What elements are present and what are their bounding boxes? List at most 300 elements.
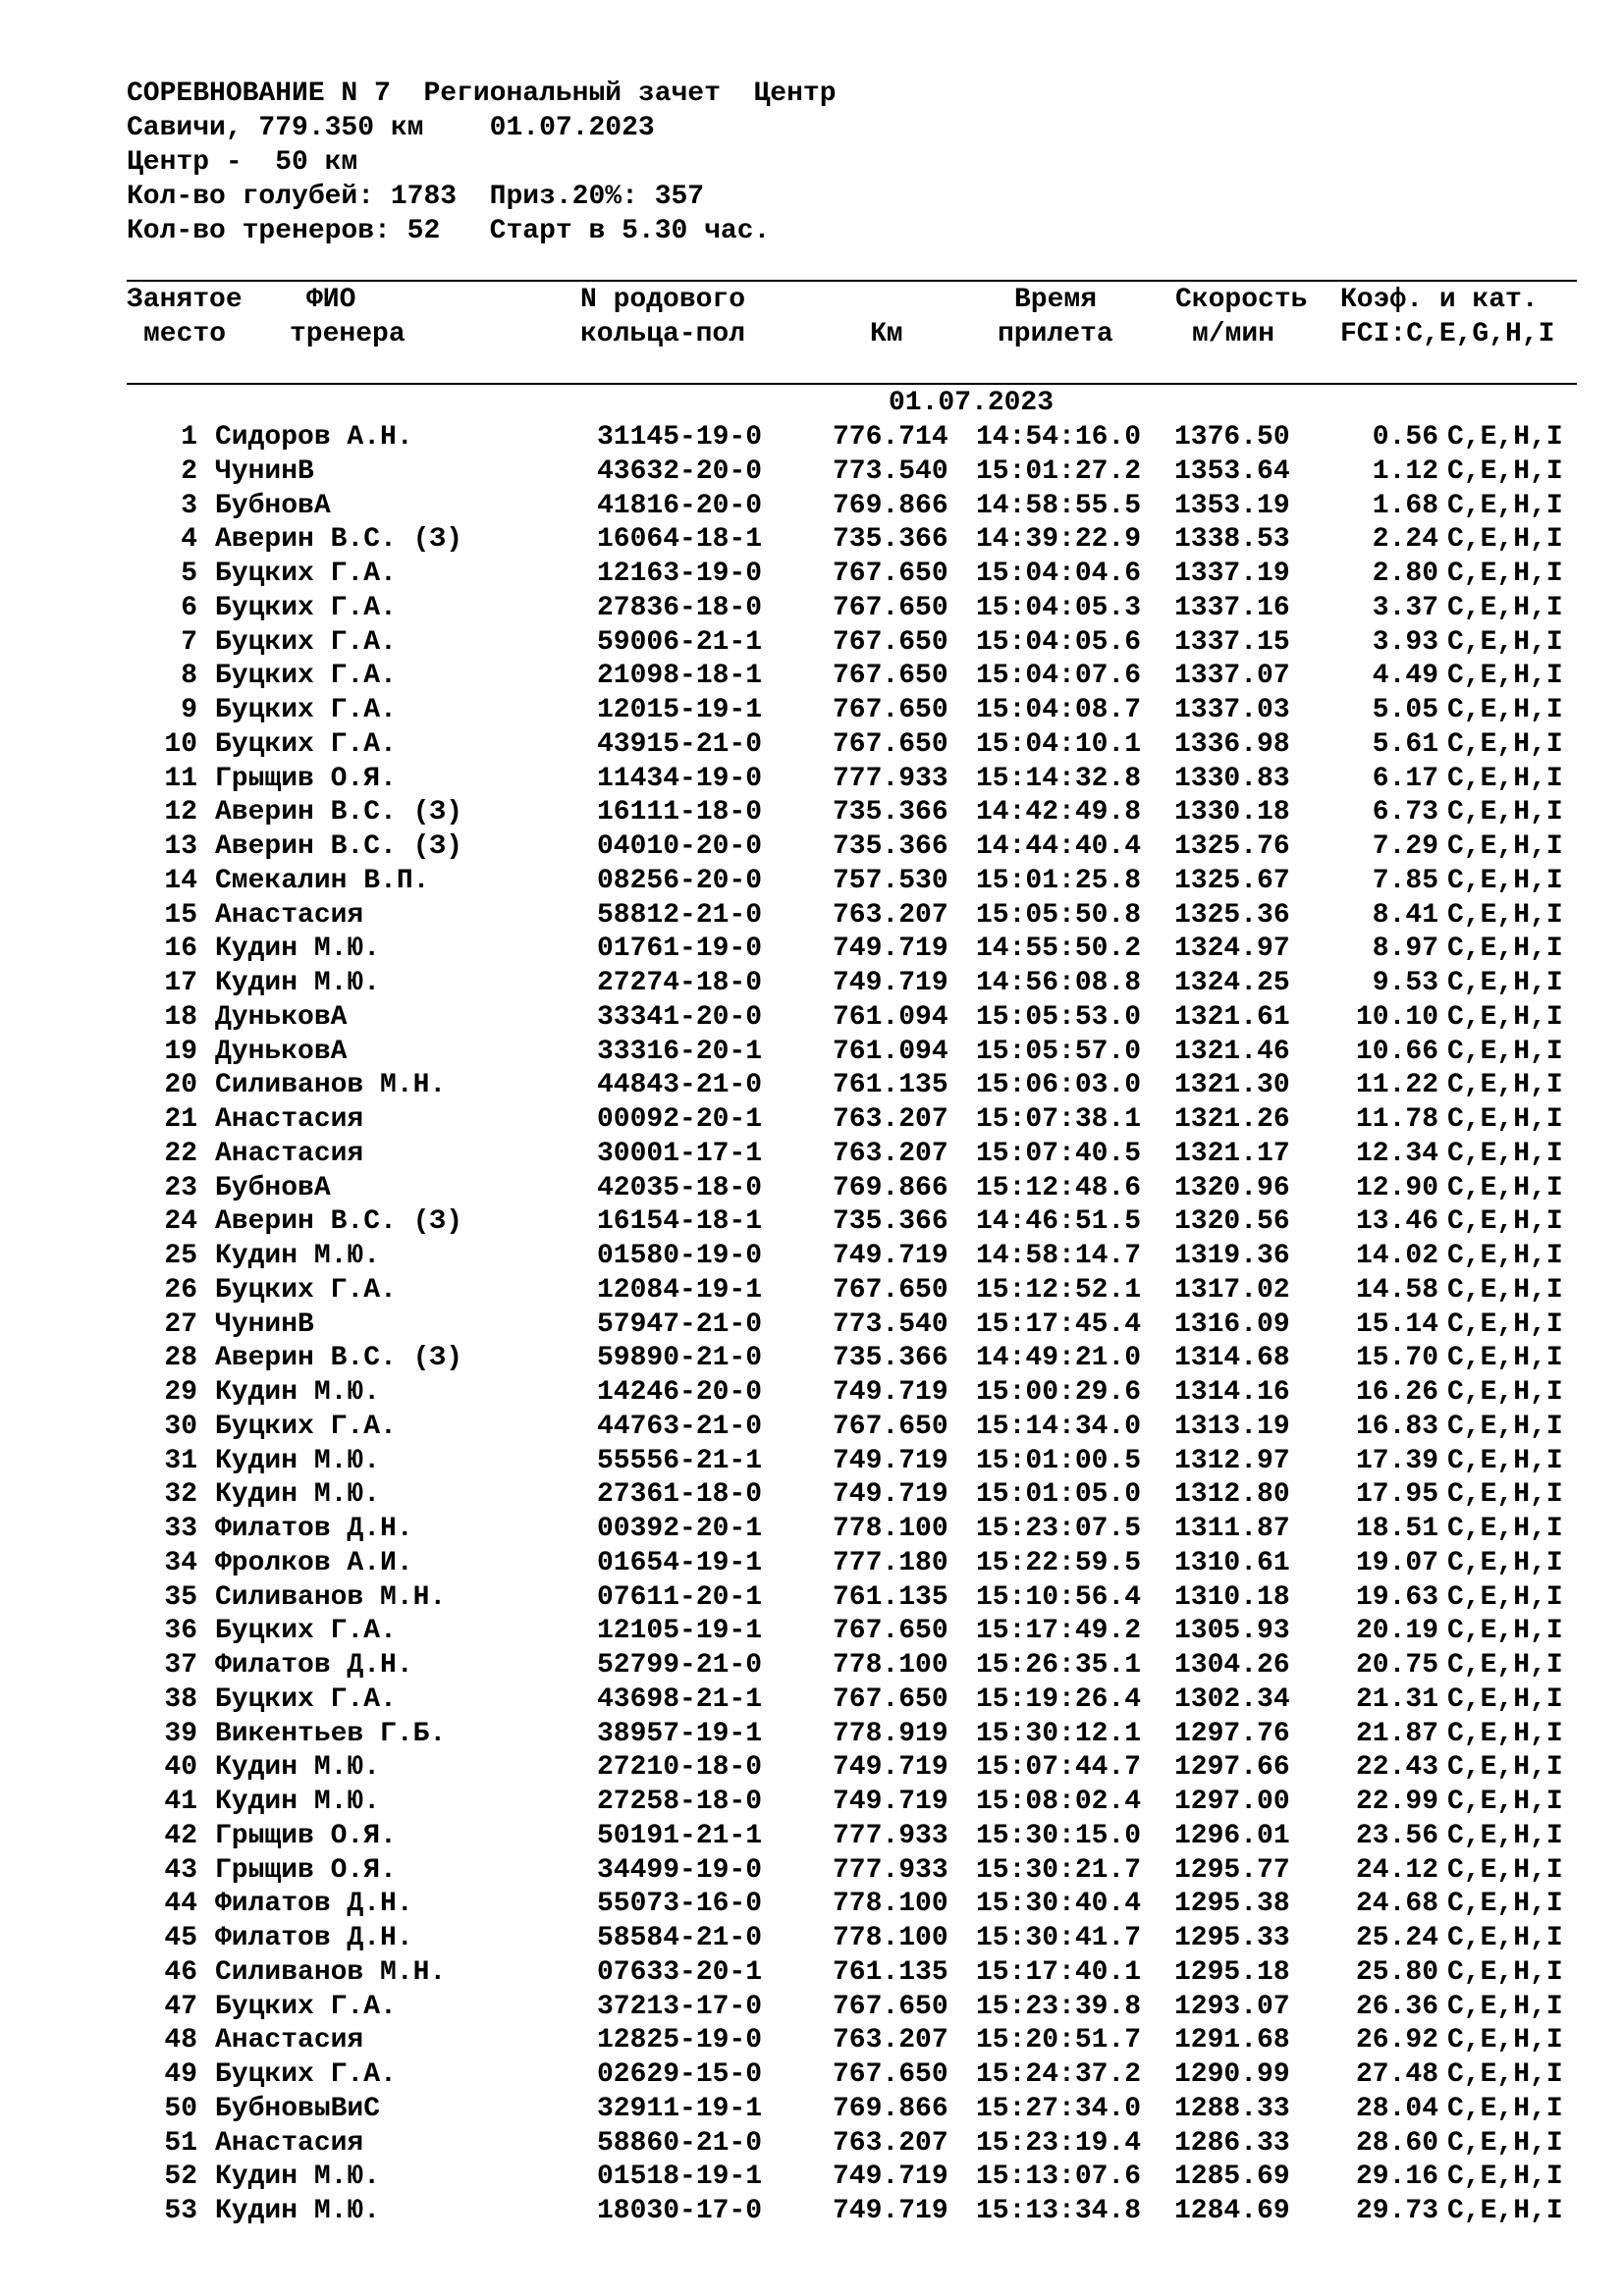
cell-ring: 01654-19-1 xyxy=(597,1547,763,1578)
cell-km: 767.650 xyxy=(833,1683,948,1715)
cell-name: Фролков А.И. xyxy=(215,1547,413,1578)
col-name-header-2: тренера xyxy=(290,319,406,349)
cell-cat: C,E,H,I xyxy=(1447,1001,1563,1033)
cell-name: Аверин В.С. (З) xyxy=(215,524,463,556)
cell-ring: 14246-20-0 xyxy=(597,1377,763,1408)
cell-time: 15:07:44.7 xyxy=(976,1752,1142,1784)
cell-time: 14:46:51.5 xyxy=(976,1206,1142,1238)
cell-km: 767.650 xyxy=(833,728,948,760)
cell-speed: 1290.99 xyxy=(1174,2059,1290,2090)
cell-ring: 30001-17-1 xyxy=(597,1138,763,1169)
table-row xyxy=(0,625,1624,660)
cell-time: 15:27:34.0 xyxy=(976,2093,1142,2124)
cell-name: Кудин М.Ю. xyxy=(215,1479,381,1511)
cell-km: 767.650 xyxy=(833,1274,948,1306)
cell-km: 761.094 xyxy=(833,1036,948,1067)
cell-time: 15:01:27.2 xyxy=(976,455,1142,487)
cell-place: 10 xyxy=(164,728,197,760)
cell-time: 15:04:08.7 xyxy=(976,695,1142,725)
cell-coef: 6.73 xyxy=(1372,797,1438,828)
cell-cat: C,E,H,I xyxy=(1447,1991,1563,2022)
cell-coef: 8.97 xyxy=(1372,934,1438,965)
cell-cat: C,E,H,I xyxy=(1447,2093,1563,2124)
cell-time: 15:14:34.0 xyxy=(976,1411,1142,1442)
col-ring-header-1: N родового xyxy=(580,285,746,315)
cell-place: 22 xyxy=(164,1138,197,1169)
cell-km: 735.366 xyxy=(833,1343,948,1374)
cell-speed: 1337.15 xyxy=(1174,626,1290,658)
cell-cat: C,E,H,I xyxy=(1447,592,1563,623)
table-row xyxy=(0,1580,1624,1615)
cell-cat: C,E,H,I xyxy=(1447,661,1563,692)
cell-place: 13 xyxy=(164,831,197,862)
cell-km: 767.650 xyxy=(833,626,948,658)
cell-cat: C,E,H,I xyxy=(1447,1445,1563,1476)
cell-time: 15:12:52.1 xyxy=(976,1274,1142,1306)
zone-line: Центр - 50 км xyxy=(127,147,358,178)
cell-coef: 21.87 xyxy=(1355,1718,1438,1749)
table-row xyxy=(0,1955,1624,1990)
cell-name: Филатов Д.Н. xyxy=(215,1923,413,1953)
cell-time: 15:12:48.6 xyxy=(976,1172,1142,1203)
cell-cat: C,E,H,I xyxy=(1447,1377,1563,1408)
cell-coef: 1.68 xyxy=(1372,490,1438,521)
cell-coef: 2.24 xyxy=(1372,524,1438,556)
cell-coef: 8.41 xyxy=(1372,899,1438,931)
table-row xyxy=(0,1171,1624,1205)
cell-ring: 12084-19-1 xyxy=(597,1274,763,1306)
cell-ring: 43698-21-1 xyxy=(597,1683,763,1715)
cell-ring: 59890-21-0 xyxy=(597,1343,763,1374)
cell-time: 15:04:05.6 xyxy=(976,626,1142,658)
cell-speed: 1319.36 xyxy=(1174,1241,1290,1271)
table-row xyxy=(0,1887,1624,1921)
cell-speed: 1305.93 xyxy=(1174,1616,1290,1647)
cell-cat: C,E,H,I xyxy=(1447,1752,1563,1784)
cell-ring: 16154-18-1 xyxy=(597,1206,763,1238)
cell-time: 15:24:37.2 xyxy=(976,2059,1142,2090)
cell-name: Кудин М.Ю. xyxy=(215,934,381,965)
cell-coef: 15.14 xyxy=(1355,1308,1438,1340)
col-km-header: Км xyxy=(870,319,903,349)
cell-km: 749.719 xyxy=(833,968,948,998)
cell-time: 15:14:32.8 xyxy=(976,763,1142,794)
cell-place: 40 xyxy=(164,1752,197,1784)
cell-ring: 12163-19-0 xyxy=(597,559,763,589)
cell-cat: C,E,H,I xyxy=(1447,1343,1563,1374)
cell-name: Буцких Г.А. xyxy=(215,661,397,692)
cell-ring: 27274-18-0 xyxy=(597,968,763,998)
cell-coef: 26.36 xyxy=(1355,1991,1438,2022)
cell-coef: 27.48 xyxy=(1355,2059,1438,2090)
cell-cat: C,E,H,I xyxy=(1447,1104,1563,1135)
cell-name: ДуньковА xyxy=(215,1036,348,1067)
cell-place: 14 xyxy=(164,865,197,896)
cell-coef: 26.92 xyxy=(1355,2025,1438,2056)
table-row xyxy=(0,1785,1624,1819)
cell-name: ДуньковА xyxy=(215,1001,348,1033)
cell-cat: C,E,H,I xyxy=(1447,1956,1563,1988)
cell-speed: 1330.83 xyxy=(1174,763,1290,794)
cell-km: 763.207 xyxy=(833,2127,948,2159)
cell-place: 31 xyxy=(164,1445,197,1476)
cell-cat: C,E,H,I xyxy=(1447,524,1563,556)
cell-cat: C,E,H,I xyxy=(1447,1718,1563,1749)
cell-coef: 12.90 xyxy=(1355,1172,1438,1203)
cell-time: 14:56:08.8 xyxy=(976,968,1142,998)
cell-km: 749.719 xyxy=(833,1445,948,1476)
cell-coef: 13.46 xyxy=(1355,1206,1438,1238)
cell-coef: 7.85 xyxy=(1372,865,1438,896)
cell-coef: 7.29 xyxy=(1372,831,1438,862)
cell-name: Викентьев Г.Б. xyxy=(215,1718,447,1749)
cell-speed: 1337.07 xyxy=(1174,661,1290,692)
cell-place: 7 xyxy=(181,626,197,658)
pigeon-count-line: Кол-во голубей: 1783 Приз.20%: 357 xyxy=(127,182,705,212)
cell-cat: C,E,H,I xyxy=(1447,797,1563,828)
cell-time: 15:01:05.0 xyxy=(976,1479,1142,1511)
table-row xyxy=(0,2126,1624,2161)
table-row xyxy=(0,1512,1624,1546)
cell-name: БубновА xyxy=(215,1172,331,1203)
cell-km: 769.866 xyxy=(833,490,948,521)
cell-km: 749.719 xyxy=(833,2196,948,2226)
cell-place: 36 xyxy=(164,1616,197,1647)
cell-speed: 1321.46 xyxy=(1174,1036,1290,1067)
cell-place: 2 xyxy=(181,455,197,487)
cell-ring: 58584-21-0 xyxy=(597,1923,763,1953)
cell-cat: C,E,H,I xyxy=(1447,899,1563,931)
cell-coef: 3.37 xyxy=(1372,592,1438,623)
cell-speed: 1310.61 xyxy=(1174,1547,1290,1578)
cell-speed: 1321.30 xyxy=(1174,1070,1290,1101)
cell-coef: 17.95 xyxy=(1355,1479,1438,1511)
cell-name: Филатов Д.Н. xyxy=(215,1889,413,1920)
cell-coef: 19.63 xyxy=(1355,1581,1438,1613)
cell-km: 776.714 xyxy=(833,422,948,453)
cell-place: 15 xyxy=(164,899,197,931)
cell-cat: C,E,H,I xyxy=(1447,1683,1563,1715)
table-row xyxy=(0,864,1624,898)
cell-ring: 58812-21-0 xyxy=(597,899,763,931)
cell-time: 15:05:57.0 xyxy=(976,1036,1142,1067)
cell-name: Буцких Г.А. xyxy=(215,695,397,725)
cell-speed: 1320.56 xyxy=(1174,1206,1290,1238)
cell-cat: C,E,H,I xyxy=(1447,1923,1563,1953)
cell-speed: 1311.87 xyxy=(1174,1514,1290,1544)
cell-cat: C,E,H,I xyxy=(1447,831,1563,862)
cell-km: 778.100 xyxy=(833,1889,948,1920)
cell-speed: 1325.36 xyxy=(1174,899,1290,931)
cell-ring: 38957-19-1 xyxy=(597,1718,763,1749)
cell-coef: 11.78 xyxy=(1355,1104,1438,1135)
cell-speed: 1320.96 xyxy=(1174,1172,1290,1203)
cell-coef: 29.16 xyxy=(1355,2162,1438,2193)
cell-cat: C,E,H,I xyxy=(1447,1411,1563,1442)
cell-name: Буцких Г.А. xyxy=(215,2059,397,2090)
cell-cat: C,E,H,I xyxy=(1447,1036,1563,1067)
cell-coef: 25.80 xyxy=(1355,1956,1438,1988)
cell-km: 773.540 xyxy=(833,455,948,487)
cell-cat: C,E,H,I xyxy=(1447,1206,1563,1238)
cell-cat: C,E,H,I xyxy=(1447,1547,1563,1578)
cell-km: 767.650 xyxy=(833,592,948,623)
cell-place: 27 xyxy=(164,1308,197,1340)
date-group-header xyxy=(0,386,1624,420)
cell-place: 6 xyxy=(181,592,197,623)
cell-speed: 1324.25 xyxy=(1174,968,1290,998)
cell-place: 5 xyxy=(181,559,197,589)
cell-km: 735.366 xyxy=(833,524,948,556)
cell-cat: C,E,H,I xyxy=(1447,2127,1563,2159)
cell-name: БубновыВиС xyxy=(215,2093,381,2124)
cell-cat: C,E,H,I xyxy=(1447,1514,1563,1544)
col-coef-header-2: FCI:C,E,G,H,I xyxy=(1340,319,1555,349)
cell-speed: 1316.09 xyxy=(1174,1308,1290,1340)
cell-place: 21 xyxy=(164,1104,197,1135)
cell-speed: 1324.97 xyxy=(1174,934,1290,965)
cell-cat: C,E,H,I xyxy=(1447,1889,1563,1920)
cell-coef: 12.34 xyxy=(1355,1138,1438,1169)
cell-speed: 1317.02 xyxy=(1174,1274,1290,1306)
cell-name: Анастасия xyxy=(215,2127,364,2159)
table-row xyxy=(0,1239,1624,1273)
cell-time: 15:10:56.4 xyxy=(976,1581,1142,1613)
cell-coef: 28.60 xyxy=(1355,2127,1438,2159)
cell-ring: 58860-21-0 xyxy=(597,2127,763,2159)
cell-km: 749.719 xyxy=(833,1752,948,1784)
cell-name: ЧунинВ xyxy=(215,455,314,487)
cell-ring: 16064-18-1 xyxy=(597,524,763,556)
cell-km: 761.094 xyxy=(833,1001,948,1033)
cell-cat: C,E,H,I xyxy=(1447,1787,1563,1817)
cell-place: 49 xyxy=(164,2059,197,2090)
cell-time: 15:17:49.2 xyxy=(976,1616,1142,1647)
cell-km: 749.719 xyxy=(833,2162,948,2193)
cell-time: 14:39:22.9 xyxy=(976,524,1142,556)
cell-time: 14:58:14.7 xyxy=(976,1241,1142,1271)
cell-ring: 16111-18-0 xyxy=(597,797,763,828)
cell-speed: 1295.18 xyxy=(1174,1956,1290,1988)
cell-time: 15:30:21.7 xyxy=(976,1854,1142,1886)
table-row xyxy=(0,762,1624,796)
cell-time: 15:04:07.6 xyxy=(976,661,1142,692)
cell-coef: 10.10 xyxy=(1355,1001,1438,1033)
cell-km: 749.719 xyxy=(833,1377,948,1408)
cell-speed: 1295.38 xyxy=(1174,1889,1290,1920)
cell-cat: C,E,H,I xyxy=(1447,2025,1563,2056)
cell-name: Кудин М.Ю. xyxy=(215,1241,381,1271)
cell-name: Анастасия xyxy=(215,1104,364,1135)
cell-time: 15:05:53.0 xyxy=(976,1001,1142,1033)
table-row xyxy=(0,1308,1624,1342)
col-speed-header-2: м/мин xyxy=(1192,319,1275,349)
cell-name: Смекалин В.П. xyxy=(215,865,430,896)
cell-speed: 1321.61 xyxy=(1174,1001,1290,1033)
cell-place: 33 xyxy=(164,1514,197,1544)
cell-cat: C,E,H,I xyxy=(1447,1820,1563,1851)
cell-time: 15:01:25.8 xyxy=(976,865,1142,896)
cell-time: 15:17:45.4 xyxy=(976,1308,1142,1340)
cell-km: 778.919 xyxy=(833,1718,948,1749)
cell-coef: 19.07 xyxy=(1355,1547,1438,1578)
cell-coef: 10.66 xyxy=(1355,1036,1438,1067)
col-speed-header-1: Скорость xyxy=(1175,285,1308,315)
cell-name: Буцких Г.А. xyxy=(215,1274,397,1306)
cell-place: 26 xyxy=(164,1274,197,1306)
cell-place: 53 xyxy=(164,2196,197,2226)
cell-name: Кудин М.Ю. xyxy=(215,1445,381,1476)
cell-ring: 07633-20-1 xyxy=(597,1956,763,1988)
cell-time: 15:05:50.8 xyxy=(976,899,1142,931)
competition-title: СОРЕВНОВАНИЕ N 7 Региональный зачет Центр xyxy=(127,79,837,109)
cell-cat: C,E,H,I xyxy=(1447,695,1563,725)
release-point-line: Савичи, 779.350 км 01.07.2023 xyxy=(127,113,655,143)
cell-time: 15:23:39.8 xyxy=(976,1991,1142,2022)
table-row xyxy=(0,454,1624,489)
cell-place: 20 xyxy=(164,1070,197,1101)
cell-km: 735.366 xyxy=(833,831,948,862)
cell-ring: 12015-19-1 xyxy=(597,695,763,725)
cell-coef: 17.39 xyxy=(1355,1445,1438,1476)
cell-time: 14:54:16.0 xyxy=(976,422,1142,453)
cell-time: 14:58:55.5 xyxy=(976,490,1142,521)
cell-speed: 1304.26 xyxy=(1174,1650,1290,1681)
cell-coef: 28.04 xyxy=(1355,2093,1438,2124)
cell-place: 28 xyxy=(164,1343,197,1374)
cell-km: 749.719 xyxy=(833,1241,948,1271)
table-row xyxy=(0,1648,1624,1682)
table-row xyxy=(0,2194,1624,2228)
cell-ring: 21098-18-1 xyxy=(597,661,763,692)
cell-place: 8 xyxy=(181,661,197,692)
cell-km: 767.650 xyxy=(833,695,948,725)
cell-name: Кудин М.Ю. xyxy=(215,2196,381,2226)
cell-time: 15:06:03.0 xyxy=(976,1070,1142,1101)
cell-place: 42 xyxy=(164,1820,197,1851)
cell-time: 15:13:07.6 xyxy=(976,2162,1142,2193)
cell-cat: C,E,H,I xyxy=(1447,2162,1563,2193)
cell-coef: 14.58 xyxy=(1355,1274,1438,1306)
cell-place: 17 xyxy=(164,968,197,998)
cell-cat: C,E,H,I xyxy=(1447,1479,1563,1511)
cell-time: 14:49:21.0 xyxy=(976,1343,1142,1374)
cell-coef: 23.56 xyxy=(1355,1820,1438,1851)
cell-speed: 1296.01 xyxy=(1174,1820,1290,1851)
cell-ring: 44763-21-0 xyxy=(597,1411,763,1442)
cell-coef: 3.93 xyxy=(1372,626,1438,658)
cell-name: Кудин М.Ю. xyxy=(215,1752,381,1784)
cell-time: 14:55:50.2 xyxy=(976,934,1142,965)
cell-name: Буцких Г.А. xyxy=(215,1411,397,1442)
cell-km: 777.180 xyxy=(833,1547,948,1578)
cell-cat: C,E,H,I xyxy=(1447,1241,1563,1271)
cell-coef: 1.12 xyxy=(1372,455,1438,487)
cell-cat: C,E,H,I xyxy=(1447,1172,1563,1203)
cell-place: 1 xyxy=(181,422,197,453)
cell-place: 12 xyxy=(164,797,197,828)
table-row xyxy=(0,2023,1624,2057)
table-row xyxy=(0,2160,1624,2194)
cell-cat: C,E,H,I xyxy=(1447,1070,1563,1101)
cell-speed: 1314.16 xyxy=(1174,1377,1290,1408)
cell-speed: 1295.77 xyxy=(1174,1854,1290,1886)
cell-name: Силиванов М.Н. xyxy=(215,1956,447,1988)
cell-time: 14:44:40.4 xyxy=(976,831,1142,862)
cell-coef: 20.19 xyxy=(1355,1616,1438,1647)
cell-ring: 31145-19-0 xyxy=(597,422,763,453)
cell-km: 767.650 xyxy=(833,2059,948,2090)
cell-time: 15:23:19.4 xyxy=(976,2127,1142,2159)
cell-speed: 1297.76 xyxy=(1174,1718,1290,1749)
cell-place: 37 xyxy=(164,1650,197,1681)
cell-time: 15:04:05.3 xyxy=(976,592,1142,623)
cell-name: Филатов Д.Н. xyxy=(215,1650,413,1681)
cell-speed: 1376.50 xyxy=(1174,422,1290,453)
cell-place: 46 xyxy=(164,1956,197,1988)
cell-km: 763.207 xyxy=(833,1104,948,1135)
table-row xyxy=(0,1682,1624,1717)
cell-km: 777.933 xyxy=(833,763,948,794)
cell-ring: 27210-18-0 xyxy=(597,1752,763,1784)
table-row xyxy=(0,1137,1624,1171)
cell-place: 51 xyxy=(164,2127,197,2159)
table-row xyxy=(0,1273,1624,1308)
column-headers xyxy=(0,283,1624,351)
cell-speed: 1286.33 xyxy=(1174,2127,1290,2159)
cell-cat: C,E,H,I xyxy=(1447,626,1563,658)
cell-ring: 37213-17-0 xyxy=(597,1991,763,2022)
cell-speed: 1297.66 xyxy=(1174,1752,1290,1784)
cell-km: 735.366 xyxy=(833,1206,948,1238)
cell-km: 735.366 xyxy=(833,797,948,828)
cell-ring: 04010-20-0 xyxy=(597,831,763,862)
table-row xyxy=(0,591,1624,625)
cell-km: 763.207 xyxy=(833,1138,948,1169)
cell-ring: 08256-20-0 xyxy=(597,865,763,896)
cell-coef: 9.53 xyxy=(1372,968,1438,998)
cell-name: Сидоров А.Н. xyxy=(215,422,413,453)
cell-ring: 59006-21-1 xyxy=(597,626,763,658)
table-row xyxy=(0,420,1624,454)
cell-km: 767.650 xyxy=(833,661,948,692)
cell-coef: 24.68 xyxy=(1355,1889,1438,1920)
cell-km: 761.135 xyxy=(833,1956,948,1988)
cell-cat: C,E,H,I xyxy=(1447,559,1563,589)
cell-place: 45 xyxy=(164,1923,197,1953)
cell-name: Кудин М.Ю. xyxy=(215,1377,381,1408)
cell-ring: 01761-19-0 xyxy=(597,934,763,965)
col-time-header-2: прилета xyxy=(998,319,1113,349)
table-row xyxy=(0,1068,1624,1102)
cell-km: 763.207 xyxy=(833,2025,948,2056)
cell-km: 749.719 xyxy=(833,1479,948,1511)
cell-km: 763.207 xyxy=(833,899,948,931)
cell-time: 15:20:51.7 xyxy=(976,2025,1142,2056)
table-row xyxy=(0,2057,1624,2092)
cell-speed: 1325.67 xyxy=(1174,865,1290,896)
table-row xyxy=(0,1546,1624,1580)
cell-speed: 1321.26 xyxy=(1174,1104,1290,1135)
cell-ring: 12105-19-1 xyxy=(597,1616,763,1647)
cell-name: Кудин М.Ю. xyxy=(215,1787,381,1817)
cell-ring: 43915-21-0 xyxy=(597,728,763,760)
cell-km: 773.540 xyxy=(833,1308,948,1340)
table-row xyxy=(0,795,1624,829)
cell-ring: 55073-16-0 xyxy=(597,1889,763,1920)
cell-time: 15:07:38.1 xyxy=(976,1104,1142,1135)
competition-header xyxy=(127,77,837,248)
